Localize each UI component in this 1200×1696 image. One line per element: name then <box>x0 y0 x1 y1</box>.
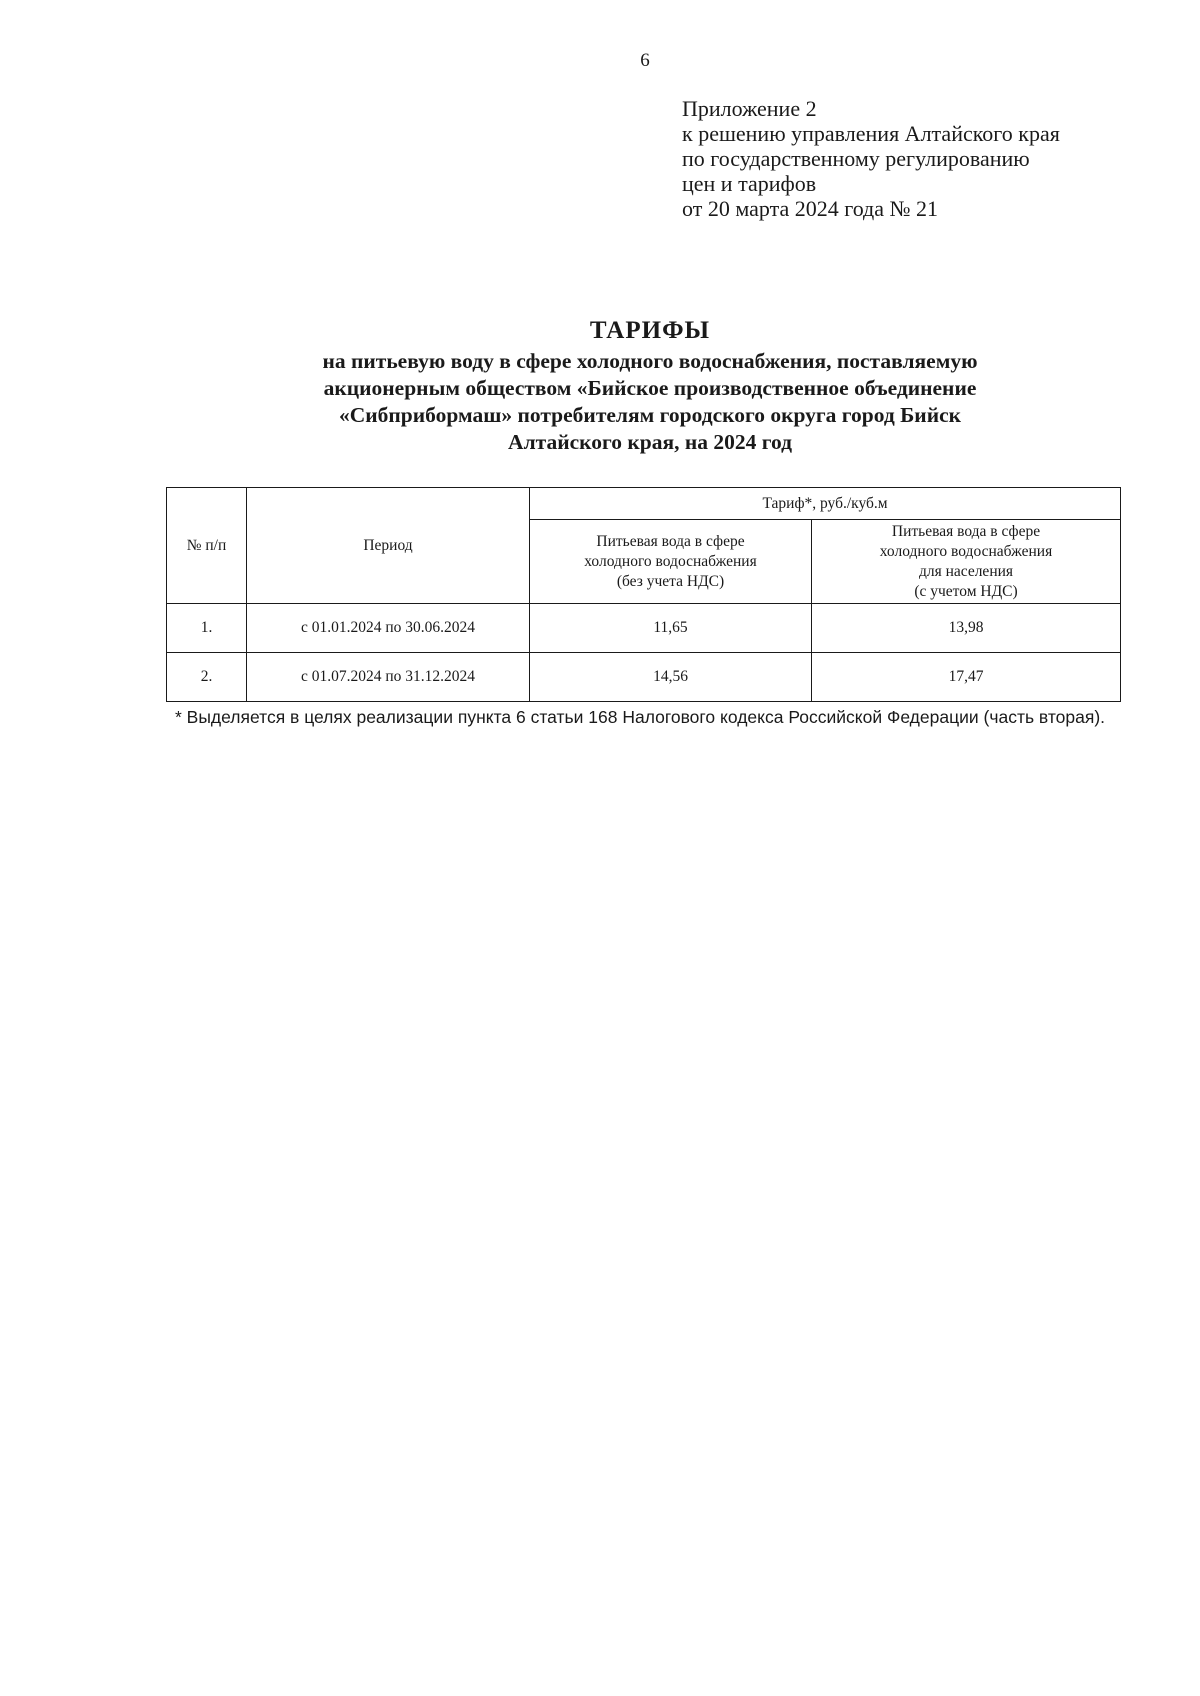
header-line: Питьевая вода в сфере <box>891 522 1041 540</box>
cell-tariff-without-vat: 11,65 <box>530 604 812 653</box>
title-subtitle <box>160 348 1140 456</box>
appendix-line: Приложение 2 <box>682 96 817 121</box>
header-line: холодного водоснабжения <box>584 552 757 570</box>
header-line: (без учета НДС) <box>616 572 725 590</box>
appendix-line: по государственному регулированию <box>682 146 1030 171</box>
title-line: акционерным обществом «Бийское производственное объединение <box>323 376 977 400</box>
table-row <box>167 604 1121 653</box>
title-line: «Сибприбормаш» потребителям городского округа город Бийск <box>338 403 962 427</box>
title-line: на питьевую воду в сфере холодного водоснабжения, поставляемую <box>322 349 978 373</box>
document-title <box>160 316 1140 456</box>
cell-period: с 01.07.2024 по 31.12.2024 <box>247 653 530 702</box>
cell-number: 2. <box>167 653 247 702</box>
table-row <box>167 653 1121 702</box>
appendix-line: цен и тарифов <box>682 171 817 196</box>
page-number: 6 <box>640 50 650 71</box>
appendix-reference <box>682 96 1162 221</box>
header-tariff-group: Тариф*, руб./куб.м <box>530 488 1121 520</box>
header-line: холодного водоснабжения <box>879 542 1053 560</box>
cell-tariff-with-vat: 13,98 <box>812 604 1121 653</box>
cell-number: 1. <box>167 604 247 653</box>
header-period: Период <box>247 488 530 604</box>
header-number: № п/п <box>167 488 247 604</box>
header-tariff-without-vat <box>530 520 812 604</box>
header-tariff-with-vat <box>812 520 1121 604</box>
cell-period: с 01.01.2024 по 30.06.2024 <box>247 604 530 653</box>
footnote: * Выделяется в целях реализации пункта 6 статьи 168 Налогового кодекса Российской Федерации (часть вторая). <box>175 707 1106 727</box>
header-line: (с учетом НДС) <box>914 582 1018 600</box>
cell-tariff-with-vat: 17,47 <box>812 653 1121 702</box>
title-line: Алтайского края, на 2024 год <box>508 430 792 454</box>
appendix-line: к решению управления Алтайского края <box>682 121 1060 146</box>
cell-tariff-without-vat: 14,56 <box>530 653 812 702</box>
header-line: Питьевая вода в сфере <box>596 532 745 550</box>
appendix-line: от 20 марта 2024 года № 21 <box>682 196 939 221</box>
header-line: для населения <box>918 562 1014 580</box>
tariff-table <box>166 487 1121 702</box>
title-main: ТАРИФЫ <box>589 317 711 344</box>
